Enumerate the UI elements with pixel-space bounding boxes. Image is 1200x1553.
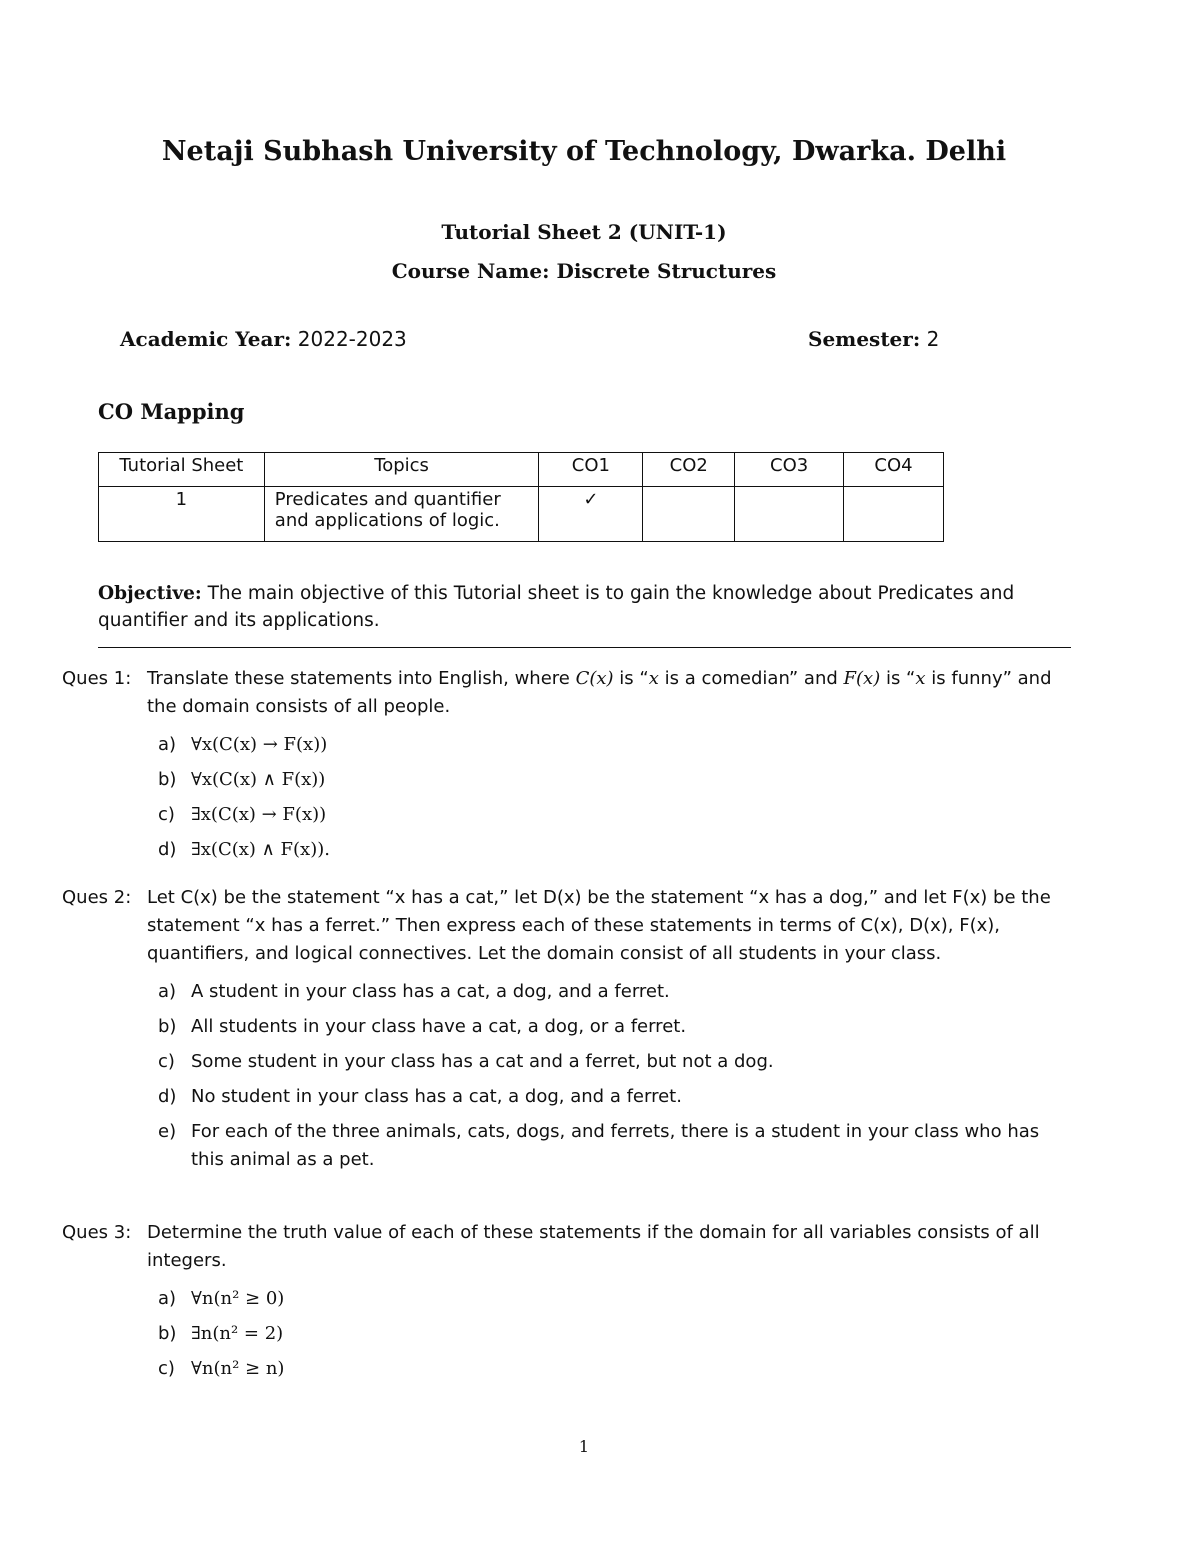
item-label: a): [158, 734, 177, 755]
co1-checkmark-cell: ✓: [539, 487, 643, 542]
math-expression: F(x): [843, 668, 881, 689]
math-expression: C(x): [575, 668, 614, 689]
co-mapping-table: [98, 452, 944, 542]
co-mapping-heading: CO Mapping: [98, 399, 245, 424]
list-item: [62, 1285, 1072, 1313]
math-variable: x: [915, 668, 926, 689]
question-text-part: is “: [619, 668, 649, 689]
question-text-part: is funny” and the domain consists of all people.: [147, 668, 1052, 717]
question-1: [62, 665, 1072, 871]
sheet-number-cell: 1: [99, 487, 265, 542]
semester-value: 2: [926, 327, 940, 351]
question-text-part: Translate these statements into English, where: [147, 668, 570, 689]
list-item: [62, 1118, 1072, 1174]
page-number: 1: [578, 1437, 590, 1456]
list-item: [62, 731, 1072, 759]
math-variable: x: [648, 668, 659, 689]
list-item: [62, 1355, 1072, 1383]
sheet-title: Tutorial Sheet 2 (UNIT-1): [441, 220, 727, 244]
horizontal-rule: [98, 647, 1071, 648]
question-label: Ques 1:: [62, 668, 132, 689]
table-row: [99, 487, 944, 542]
list-item: [62, 1048, 1072, 1076]
column-header: CO2: [643, 453, 735, 487]
item-label: c): [158, 1051, 175, 1072]
item-text: All students in your class have a cat, a dog, or a ferret.: [191, 1016, 687, 1037]
academic-year: [120, 327, 407, 351]
math-expression: ∀n(n² ≥ n): [191, 1358, 285, 1379]
math-expression: ∃x(C(x) → F(x)): [191, 804, 327, 825]
item-label: e): [158, 1121, 177, 1142]
academic-year-label: Academic Year:: [120, 327, 292, 351]
item-label: b): [158, 1323, 177, 1344]
math-expression: ∃x(C(x) ∧ F(x)).: [191, 839, 330, 860]
item-label: a): [158, 981, 177, 1002]
co3-cell: [735, 487, 844, 542]
item-label: b): [158, 769, 177, 790]
column-header: CO1: [539, 453, 643, 487]
semester: [808, 327, 939, 351]
course-name: Course Name: Discrete Structures: [391, 259, 777, 283]
math-expression: ∀x(C(x) ∧ F(x)): [191, 769, 326, 790]
question-text: Let C(x) be the statement “x has a cat,” let D(x) be the statement “x has a dog,” and let F(x) be the statement “x has a ferret.” Then express each of these statements in terms of C(x), D(x), F(x), quantifiers, and logical connectives. Let the domain consist of all students in your class.: [147, 887, 1051, 964]
sub-question-list: [62, 1285, 1072, 1383]
question-2: [62, 884, 1072, 1181]
math-expression: ∀x(C(x) → F(x)): [191, 734, 328, 755]
math-expression: ∀n(n² ≥ 0): [191, 1288, 285, 1309]
list-item: [62, 1320, 1072, 1348]
math-expression: ∃n(n² = 2): [191, 1323, 284, 1344]
column-header: Topics: [264, 453, 539, 487]
university-title: Netaji Subhash University of Technology, Dwarka. Delhi: [161, 136, 1007, 167]
objective: [98, 580, 1078, 634]
item-label: d): [158, 1086, 177, 1107]
column-header: CO3: [735, 453, 844, 487]
item-label: b): [158, 1016, 177, 1037]
topic-line: and applications of logic.: [274, 510, 500, 531]
objective-text: The main objective of this Tutorial sheet is to gain the knowledge about Predicates and quantifier and its applications.: [98, 583, 1015, 631]
sub-question-list: [62, 731, 1072, 864]
question-text: [147, 665, 1072, 721]
list-item: [62, 766, 1072, 794]
item-label: c): [158, 804, 175, 825]
question-3: [62, 1219, 1072, 1390]
list-item: [62, 978, 1072, 1006]
question-text-part: is “: [885, 668, 916, 689]
item-label: d): [158, 839, 177, 860]
co4-cell: [844, 487, 944, 542]
topic-line: Predicates and quantifier: [274, 489, 501, 510]
academic-year-value: 2022-2023: [297, 327, 407, 351]
list-item: [62, 1083, 1072, 1111]
column-header: CO4: [844, 453, 944, 487]
item-text: No student in your class has a cat, a dog, and a ferret.: [191, 1086, 682, 1107]
sub-question-list: [62, 978, 1072, 1174]
table-header-row: [99, 453, 944, 487]
semester-label: Semester:: [808, 327, 921, 351]
co2-cell: [643, 487, 735, 542]
item-label: c): [158, 1358, 175, 1379]
column-header: Tutorial Sheet: [99, 453, 265, 487]
question-text-part: is a comedian” and: [664, 668, 838, 689]
item-text: For each of the three animals, cats, dogs, and ferrets, there is a student in your class who has this animal as a pet.: [191, 1121, 1040, 1170]
question-label: Ques 3:: [62, 1222, 132, 1243]
question-label: Ques 2:: [62, 887, 132, 908]
topics-cell: [264, 487, 539, 542]
item-text: Some student in your class has a cat and a ferret, but not a dog.: [191, 1051, 774, 1072]
list-item: [62, 801, 1072, 829]
item-text: A student in your class has a cat, a dog, and a ferret.: [191, 981, 670, 1002]
question-text: Determine the truth value of each of these statements if the domain for all variables consists of all integers.: [147, 1222, 1040, 1271]
objective-label: Objective:: [98, 583, 202, 604]
item-label: a): [158, 1288, 177, 1309]
list-item: [62, 836, 1072, 864]
list-item: [62, 1013, 1072, 1041]
